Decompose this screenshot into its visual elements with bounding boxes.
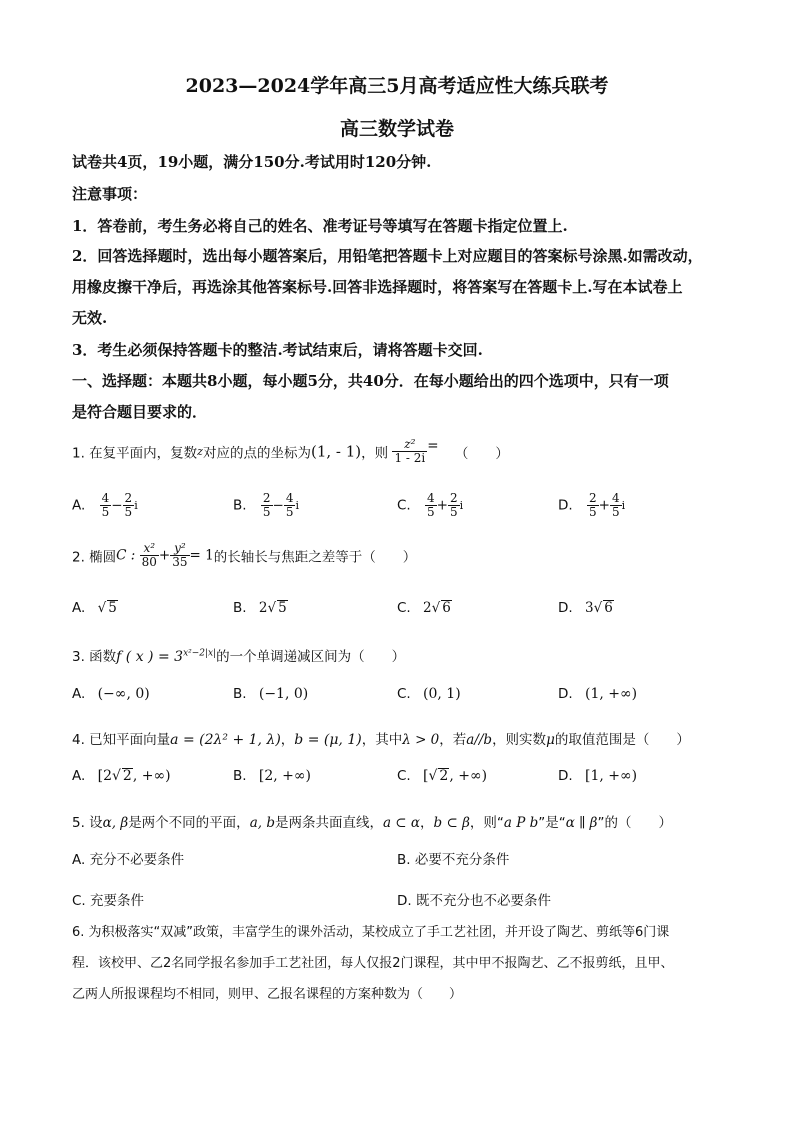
q2-option-d[interactable]: D. 3√ 6	[558, 600, 613, 616]
q1-option-c[interactable]: C. $\frac{4}{5}$ + $\frac{2}{5}$ i	[397, 491, 464, 519]
q1-option-d[interactable]: D. $\frac{2}{5}$ + $\frac{4}{5}$ i	[558, 491, 626, 519]
question-4: 4. 已知平面向量a = (2λ² + 1, λ)，b = (μ, 1)，其中λ > 0，若a//b，则实数μ的取值范围是（ ）	[72, 732, 690, 748]
question-6-line: 乙两人所报课程均不相同，则甲、乙报名课程的方案种数为（ ）	[72, 987, 463, 1002]
q2-option-c[interactable]: C. 2√ 6	[397, 600, 451, 616]
q1-option-a[interactable]: A. $\frac{4}{5}$ − $\frac{2}{5}$ i	[72, 491, 138, 519]
q5-option-c[interactable]: C. 充要条件	[72, 893, 145, 909]
q3-option-a[interactable]: A. (−∞, 0)	[72, 686, 150, 702]
question-5: 5. 设α, β是两个不同的平面，a, b是两条共面直线，a ⊂ α，b ⊂ β，则“a P b”是“α ∥ β”的（ ）	[72, 815, 672, 831]
q1-option-b[interactable]: B. $\frac{2}{5}$ − $\frac{4}{5}$ i	[233, 491, 299, 519]
q4-option-a[interactable]: A. [2√ 2, +∞)	[72, 768, 171, 784]
exam-title: 2023—2024学年高三5月高考适应性大练兵联考	[185, 75, 609, 97]
section-heading: 是符合题目要求的．	[72, 403, 208, 421]
notes-heading: 注意事项：	[72, 185, 148, 203]
question-6-line: 程．该校甲、乙2名同学报名参加手工艺社团，每人仅报2门课程，其中甲不报陶艺、乙不报剪纸，且甲、	[72, 956, 674, 971]
q3-option-c[interactable]: C. (0, 1)	[397, 686, 461, 702]
note-line: 2．回答选择题时，选出每小题答案后，用铅笔把答题卡上对应题目的答案标号涂黑.如需改动，	[72, 247, 703, 265]
q4-option-c[interactable]: C. [√ 2, +∞)	[397, 768, 488, 784]
q5-option-b[interactable]: B. 必要不充分条件	[397, 852, 510, 868]
note-line: 无效.	[72, 309, 108, 327]
q4-option-b[interactable]: B. [2, +∞)	[233, 768, 312, 784]
exam-intro: 试卷共4页，19小题，满分150分.考试用时120分钟.	[72, 153, 432, 171]
note-line: 1．答卷前，考生务必将自己的姓名、准考证号等填写在答题卡指定位置上.	[72, 217, 568, 235]
q4-option-d[interactable]: D. [1, +∞)	[558, 768, 638, 784]
q2-option-b[interactable]: B. 2√ 5	[233, 600, 287, 616]
question-1: 1. 在复平面内，复数z对应的点的坐标为(1, - 1)，则 $\frac{\text{z²}}{1 - 2i}$ = （ ）	[72, 437, 509, 465]
question-6-line: 6. 为积极落实“双减”政策，丰富学生的课外活动，某校成立了手工艺社团，并开设了陶艺、剪纸等6门课	[72, 925, 670, 940]
q2-option-a[interactable]: A. √ 5	[72, 600, 117, 616]
note-line: 3．考生必须保持答题卡的整洁.考试结束后，请将答题卡交回.	[72, 341, 483, 359]
exam-subtitle: 高三数学试卷	[339, 118, 454, 140]
section-heading: 一、选择题：本题共8小题，每小题5分，共40分．在每小题给出的四个选项中，只有一项	[72, 372, 669, 390]
question-3: 3. 函数f ( x ) = $3^{x^2-2|x|}$的一个单调递减区间为（ ）	[72, 648, 406, 665]
q5-option-a[interactable]: A. 充分不必要条件	[72, 852, 185, 868]
question-2: 2. 椭圆C : $\frac{\text{x²}}{80}$ + $\frac{\text{y²}}{35}$ = 1的长轴长与焦距之差等于（ ）	[72, 541, 417, 569]
q1-text: 1. 在复平面内，复数	[72, 445, 198, 462]
q3-option-d[interactable]: D. (1, +∞)	[558, 686, 638, 702]
q3-option-b[interactable]: B. (−1, 0)	[233, 686, 309, 702]
note-line: 用橡皮擦干净后，再选涂其他答案标号.回答非选择题时，将答案写在答题卡上.写在本试卷上	[72, 278, 683, 296]
q1-fraction: $\frac{\text{z²}}{1 - 2i}$	[394, 437, 426, 465]
q5-option-d[interactable]: D. 既不充分也不必要条件	[397, 893, 551, 909]
